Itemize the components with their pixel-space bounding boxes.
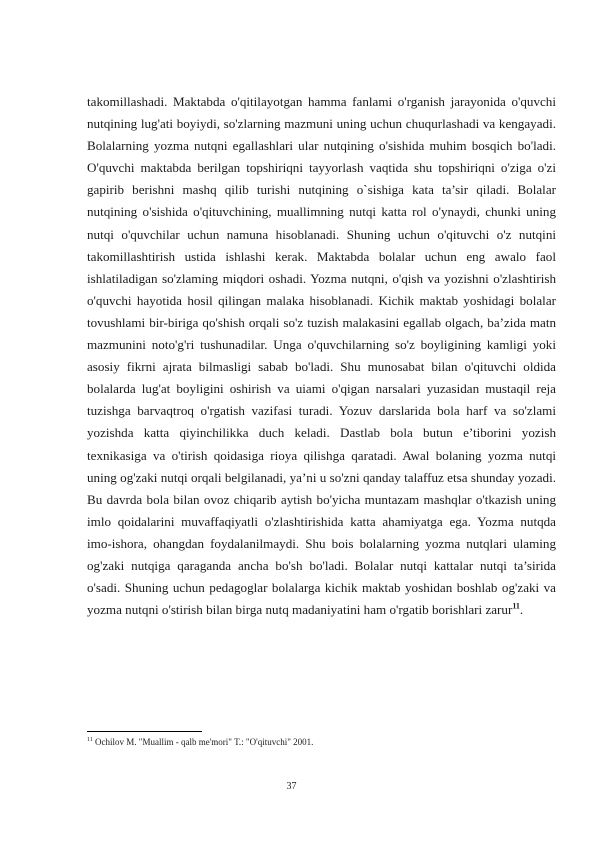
footnote-reference: 11 [512,601,520,611]
footnote-marker: 11 [87,737,93,743]
page-number: 37 [286,781,297,792]
footnote-text: Ochilov M. "Muallim - qalb me'mori" T.: "O'qituvchi" 2001. [92,737,314,747]
footnote [87,736,556,748]
body-text: takomillashadi. Maktabda o'qitilayotgan hamma fanlami o'rganish jarayonida o'quvchi nutqining lug'ati boyiydi, so'zlarning mazmuni uning uchun chuqurlashadi va kengayadi. Bolalarning yozma nutqni egallashlari ular nutqining o'sishida muhim bosqich bo'ladi. O'quvchi maktabda berilgan topshiriqni tayyorlash vaqtida shu topshiriqni o'ziga o'zi gapirib berishni mashq qilib turishi nutqining o`sishiga kata ta’sir qiladi. Bolalar nutqining o'sishida o'qituvchining, muallimning nutqi katta rol o'ynaydi, chunki uning nutqi o'quvchilar uchun namuna hisoblanadi. Shuning uchun o'qituvchi o'z nutqini takomillashtirish ustida ishlashi kerak. Maktabda bolalar uchun eng awalo faol ishlatiladigan so'zlaming miqdori oshadi. Yozma nutqni, o'qish va yozishni o'zlashtirish o'quvchi hayotida hosil qilingan malaka hisoblanadi. Kichik maktab yoshidagi bolalar tovushlami bir-biriga qo'shish orqali so'z tuzish malakasini egallab olgach, ba’zida matn mazmunini noto'g'ri tushunadilar. Unga o'quvchilarning so'z boyligining kamligi yoki asosiy fikrni ajrata bilmasligi sabab bo'ladi. Shu munosabat bilan o'qituvchi oldida bolalarda lug'at boyligini oshirish va uiami o'qigan narsalari yuzasidan mustaqil reja tuzishga barvaqtroq o'rgatish vazifasi turadi. Yozuv darslarida bola harf va so'zlami yozishda katta qiyinchilikka duch keladi. Dastlab bola butun e’tiborini yozish texnikasiga va o'tirish qoidasiga rioya qilishga qaratadi. Awal bolaning yozma nutqi uning og'zaki nutqi orqali belgilanadi, ya’ni u so'zni qanday talaffuz etsa shunday yozadi. Bu davrda bola bilan ovoz chiqarib aytish bo'yicha muntazam mashqlar o'tkazish uning imlo qoidalarini muvaffaqiyatli o'zlashtirishida katta ahamiyatga ega. Yozma nutqda imo-ishora, ohangdan foydalanilmaydi. Shu bois bolalarning yozma nutqlari ulaming og'zaki nutqiga qaraganda ancha bo'sh bo'ladi. Bolalar nutqi kattalar nutqi ta’sirida o'sadi. Shuning uchun pedagoglar bolalarga kichik maktab yoshidan boshlab og'zaki va yozma nutqni o'stirish bilan birga nutq madaniyatini ham o'rgatib borishlari zarur [87,94,556,618]
body-text-end: . [519,602,524,618]
footnote-separator [87,731,202,732]
body-paragraph [87,91,556,621]
